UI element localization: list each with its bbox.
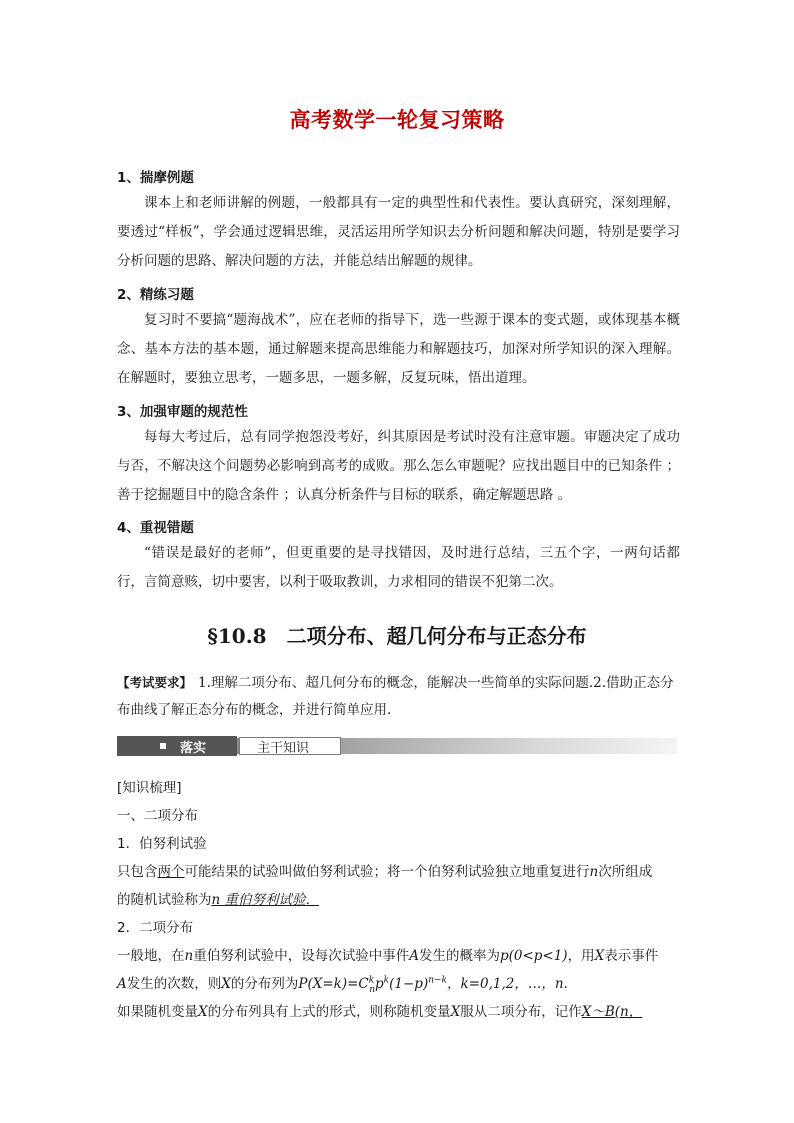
- text-span: ，用: [567, 948, 595, 964]
- text-span: 如果随机变量: [117, 1004, 198, 1020]
- knowledge-subheading: 一、二项分布: [117, 808, 198, 824]
- section-heading-2: 2、精练习题: [117, 287, 194, 303]
- section-heading-1: 1、揣摩例题: [117, 170, 194, 186]
- banner-dark-block: [117, 736, 237, 756]
- text-span: 只包含: [117, 864, 158, 880]
- formula-part: (1−p): [389, 976, 429, 992]
- section-text-3: 每每大考过后，总有同学抱怨没考好，纠其原因是考试时没有注意审题。审题决定了成功与否，不解决这个问题势必影响到高考的成败。那么怎么审题呢？应找出题目中的已知条件 ；善于挖掘题目中的隐含条件 ；认真分析条件与目标的联系，确定解题思路 。: [117, 429, 680, 503]
- banner-label-right: 主干知识: [257, 741, 310, 756]
- binomial-definition-line-1: [117, 944, 680, 964]
- underlined-term: 两个: [157, 864, 185, 880]
- text-span: 一般地，在: [117, 948, 185, 964]
- requirements-tag: 【考试要求】: [117, 675, 193, 690]
- text-span: 服从二项分布，记作: [460, 1004, 582, 1020]
- section-heading-4: 4、重视错题: [117, 520, 194, 536]
- variable-n: n: [184, 948, 194, 964]
- variable-n: n: [589, 864, 599, 880]
- text-span: 重伯努利试验中，设每次试验中事件: [193, 948, 410, 964]
- binomial-definition-line-3: [117, 1000, 680, 1020]
- chapter-name: 二项分布、超几何分布与正态分布: [286, 624, 587, 648]
- bernoulli-definition-line-1: [117, 860, 680, 880]
- binomial-notation: X～B(n，: [581, 1004, 643, 1020]
- square-bullet-icon: [160, 743, 166, 749]
- variable-x: X: [594, 948, 605, 964]
- text-span: 发生的概率为: [418, 948, 500, 964]
- binomial-formula: $P(X=k)=C^k_np^k(1-p)^{n-k}$，k=0,1,2，…，n.: [298, 975, 568, 995]
- banner-label-left: 落实: [180, 741, 207, 756]
- section-text-2: 复习时不要搞“题海战术”，应在老师的指导下，选一些源于课本的变式题，或体现基本概念、基本方法的基本题，通过解题来提高思维能力和解题技巧，加深对所学知识的深入理解。在解题时，要独立思考，一题多思，一题多解，反复玩味，悟出道理。: [117, 312, 680, 386]
- binomial-definition-line-2: [117, 972, 680, 995]
- section-text-4: “错误是最好的老师”，但更重要的是寻找错因，及时进行总结，三五个字，一两句话都行，言简意赅，切中要害，以利于吸取教训，力求相同的错误不犯第二次。: [117, 545, 680, 590]
- variable-x: X: [450, 1004, 461, 1020]
- section-banner: [117, 736, 677, 756]
- text-span: 的随机试验称为: [117, 892, 212, 908]
- variable-x: X: [198, 1004, 208, 1020]
- text-span: 次所组成: [598, 864, 653, 880]
- chapter-title: [0, 620, 794, 649]
- formula-part: P(X=k)=C: [298, 976, 369, 992]
- text-span: 发生的次数，则: [126, 976, 222, 992]
- knowledge-item-1: 1．伯努利试验: [117, 836, 207, 852]
- text-span: 的分布列具有上式的形式，则称随机变量: [207, 1004, 451, 1020]
- knowledge-item-2: 2．二项分布: [117, 920, 194, 936]
- variable-a: A: [409, 948, 419, 964]
- section-heading-3: 3、加强审题的规范性: [117, 404, 248, 420]
- requirements-text: 1.理解二项分布、超几何分布的概念，能解决一些简单的实际问题.2.借助正态分布曲线了解正态分布的概念，并进行简单应用.: [117, 675, 674, 718]
- variable-a: A: [117, 976, 127, 992]
- page-title: 高考数学一轮复习策略: [289, 108, 505, 132]
- probability-range: p(0<p<1): [499, 948, 568, 964]
- text-span: 的分布列为: [230, 976, 299, 992]
- formula-part: ，k=0,1,2，…，n.: [447, 976, 568, 992]
- knowledge-label: [知识梳理]: [117, 780, 182, 796]
- formula-part: p: [375, 976, 384, 992]
- text-span: 表示事件: [604, 948, 659, 964]
- section-text-1: 课本上和老师讲解的例题，一般都具有一定的典型性和代表性。要认真研究，深刻理解，要透过“样板”，学会通过逻辑思维，灵活运用所学知识去分析问题和解决问题，特别是要学习分析问题的思路、解决问题的方法，并能总结出解题的规律。: [117, 195, 680, 269]
- underlined-term: n 重伯努利试验．: [211, 892, 319, 908]
- bernoulli-definition-line-2: [117, 888, 680, 908]
- variable-x: X: [221, 976, 231, 992]
- chapter-number: §10.8: [207, 624, 267, 648]
- text-span: 可能结果的试验叫做伯努利试验；将一个伯努利试验独立地重复进行: [184, 864, 590, 880]
- exam-requirements: [117, 669, 680, 724]
